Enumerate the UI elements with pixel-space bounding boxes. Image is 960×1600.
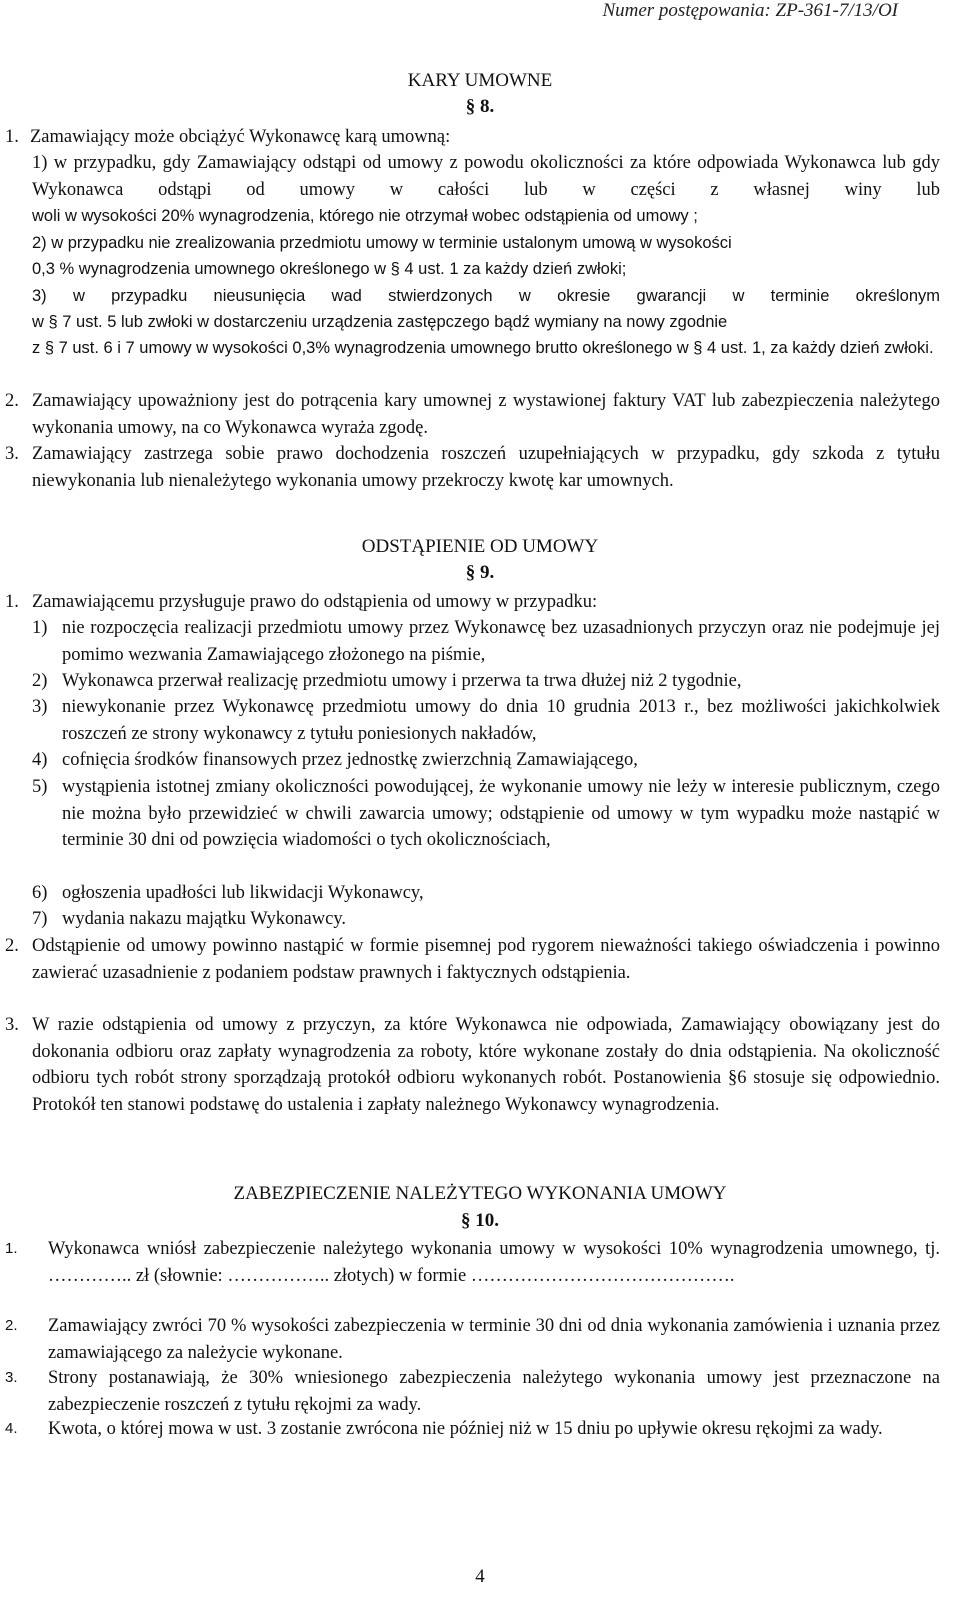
s10-p1-text: Wykonawca wniósł zabezpieczenie należytego wykonania umowy w wysokości 10% wynagrodzenia umownego, tj. ………….. zł (słownie: …………….. złotych) w formie ……………………………………. <box>48 1239 940 1286</box>
s9-item5-text: wystąpienia istotnej zmiany okoliczności powodującej, że wykonanie umowy nie leży w interesie publicznym, czego nie można było przewidzieć w chwili zawarcia umowy; odstąpienie od umowy w tym wypadku może nastąpić w terminie 30 dni od powzięcia wiadomości o tych okolicznościach, <box>62 777 940 850</box>
s8-p2-number: 2. <box>5 391 19 411</box>
s8-p1-text: Zamawiający może obciążyć Wykonawcę karą umowną: <box>30 127 451 147</box>
s9-p1-number: 1. <box>5 592 19 612</box>
section-title-kary-umowne: KARY UMOWNE <box>407 70 553 91</box>
s9-item1-number: 1) <box>32 618 48 638</box>
s9-item7-text: wydania nakazu majątku Wykonawcy. <box>62 909 346 929</box>
s9-item3-number: 3) <box>32 697 48 717</box>
s8-p2-text: Zamawiający upoważniony jest do potrącenia kary umownej z wystawionej faktury VAT lub zabezpieczenia należytego wykonania umowy, na co Wykonawca wyraża zgodę. <box>32 391 940 438</box>
s10-p4-number: 4. <box>5 1420 18 1437</box>
s8-item3-text-b: w § 7 ust. 5 lub zwłoki w dostarczeniu urządzenia zastępczego bądź wymiany na nowy zgodnie <box>32 313 728 331</box>
s9-item2-number: 2) <box>32 671 48 691</box>
s10-p1-number: 1. <box>5 1240 18 1257</box>
s9-item6-number: 6) <box>32 883 48 903</box>
s9-item4-text: cofnięcia środków finansowych przez jednostkę zwierzchnią Zamawiającego, <box>62 750 638 770</box>
s9-item3-text: niewykonanie przez Wykonawcę przedmiotu umowy do dnia 10 grudnia 2013 r., bez możliwości jakichkolwiek roszczeń ze strony wykonawcy z tytułu poniesionych nakładów, <box>62 697 940 744</box>
section-title-zabezpieczenie: ZABEZPIECZENIE NALEŻYTEGO WYKONANIA UMOWY <box>233 1183 727 1204</box>
s9-p3-text: W razie odstąpienia od umowy z przyczyn, za które Wykonawca nie odpowiada, Zamawiający obowiązany jest do dokonania odbioru oraz zapłaty wynagrodzenia za roboty, które wykonane zostały do dnia odstąpienia. Na okoliczność odbioru tych robót strony sporządzają protokół odbioru wykonanych robót. Postanowienia §6 stosuje się odpowiednio. Protokół ten stanowi podstawę do ustalenia i zapłaty należnego Wykonawcy wynagrodzenia. <box>32 1015 940 1115</box>
s8-item1-text-b: woli w wysokości 20% wynagrodzenia, którego nie otrzymał wobec odstąpienia od umowy ; <box>32 207 698 225</box>
section-number-10: § 10. <box>461 1210 499 1231</box>
page-number: 4 <box>475 1566 485 1587</box>
s8-p1-number: 1. <box>5 127 19 147</box>
section-number-9: § 9. <box>465 562 495 583</box>
section-title-odstapienie: ODSTĄPIENIE OD UMOWY <box>361 536 599 557</box>
case-number-header: Numer postępowania: ZP-361-7/13/OI <box>602 0 898 21</box>
s9-p1-text: Zamawiającemu przysługuje prawo do odstąpienia od umowy w przypadku: <box>32 592 598 612</box>
s8-p3-number: 3. <box>5 444 19 464</box>
s9-item1-text: nie rozpoczęcia realizacji przedmiotu umowy przez Wykonawcę bez uzasadnionych przyczyn oraz nie podejmuje jej pomimo wezwania Zamawiającego złożonego na piśmie, <box>62 618 940 665</box>
s9-item7-number: 7) <box>32 909 48 929</box>
s9-p3-number: 3. <box>5 1015 19 1035</box>
s10-p2-number: 2. <box>5 1317 18 1334</box>
s8-item1-text-a: 1) w przypadku, gdy Zamawiający odstąpi od umowy z powodu okoliczności za które odpowiada Wykonawca lub gdy Wykonawca odstąpi od umowy w całości lub w części z własnej winy lub <box>32 153 940 200</box>
s9-item4-number: 4) <box>32 750 48 770</box>
section-number-8: § 8. <box>465 96 495 117</box>
s8-item3-text-c: z § 7 ust. 6 i 7 umowy w wysokości 0,3% wynagrodzenia umownego brutto określonego w § 4 ust. 1, za każdy dzień zwłoki. <box>32 339 934 357</box>
s8-item2-text-a: 2) w przypadku nie zrealizowania przedmiotu umowy w terminie ustalonym umową w wysokości <box>32 234 732 252</box>
s10-p2-text: Zamawiający zwróci 70 % wysokości zabezpieczenia w terminie 30 dni od dnia wykonania zamówienia i uznania przez zamawiającego za należycie wykonane. <box>48 1316 940 1363</box>
s9-item6-text: ogłoszenia upadłości lub likwidacji Wykonawcy, <box>62 883 424 903</box>
s8-p3-text: Zamawiający zastrzega sobie prawo dochodzenia roszczeń uzupełniających w przypadku, gdy szkoda z tytułu niewykonania lub nienależytego wykonania umowy przekroczy kwotę kar umownych. <box>32 444 940 491</box>
s10-p4-text: Kwota, o której mowa w ust. 3 zostanie zwrócona nie później niż w 15 dniu po upływie okresu rękojmi za wady. <box>48 1419 883 1439</box>
s8-item3-text-a: 3) w przypadku nieusunięcia wad stwierdzonych w okresie gwarancji w terminie określonym <box>32 287 940 305</box>
s10-p3-number: 3. <box>5 1369 18 1386</box>
s9-p2-text: Odstąpienie od umowy powinno nastąpić w formie pisemnej pod rygorem nieważności takiego oświadczenia i powinno zawierać uzasadnienie z podaniem podstaw prawnych i faktycznych odstąpienia. <box>32 936 940 983</box>
s9-item2-text: Wykonawca przerwał realizację przedmiotu umowy i przerwa ta trwa dłużej niż 2 tygodnie, <box>62 671 742 691</box>
s8-item2-text-b: 0,3 % wynagrodzenia umownego określonego w § 4 ust. 1 za każdy dzień zwłoki; <box>32 260 627 278</box>
s9-p2-number: 2. <box>5 936 19 956</box>
s10-p3-text: Strony postanawiają, że 30% wniesionego zabezpieczenia należytego wykonania umowy jest przeznaczone na zabezpieczenie roszczeń z tytułu rękojmi za wady. <box>48 1368 940 1415</box>
s9-item5-number: 5) <box>32 777 48 797</box>
